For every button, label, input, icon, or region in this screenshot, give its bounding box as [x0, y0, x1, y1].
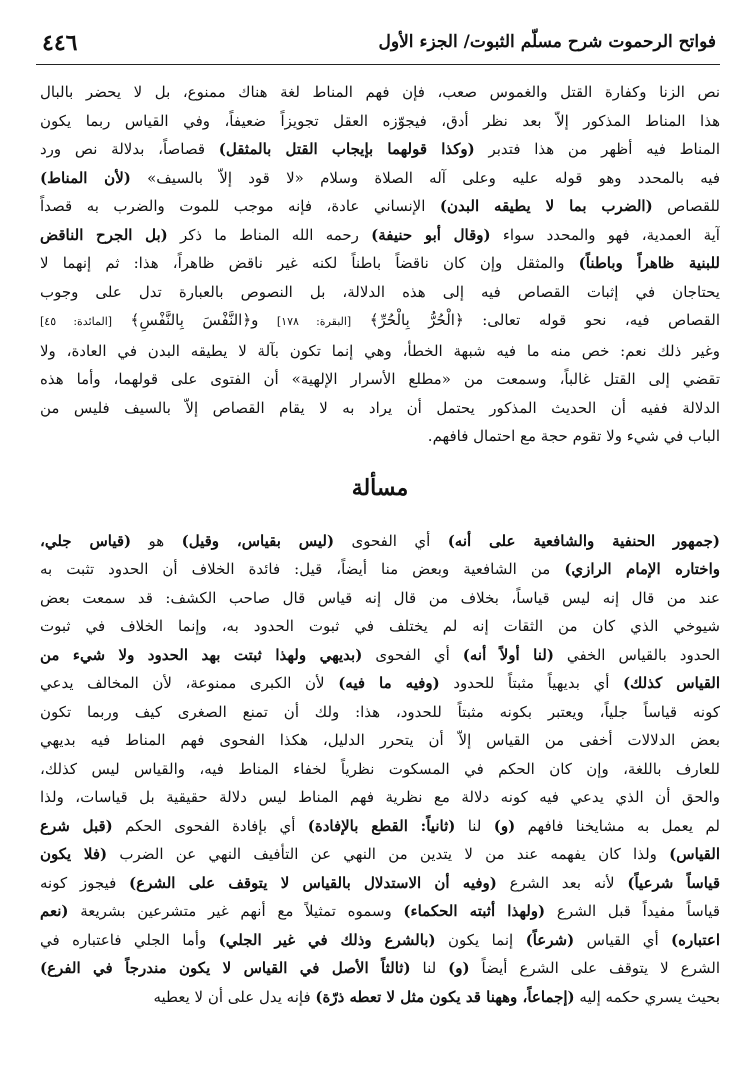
text-line [40, 365, 720, 394]
running-title: فواتح الرحموت شرح مسلّم الثبوت/ الجزء الأول [378, 32, 716, 52]
sharh-text: أي بإفادة الفحوى الحكم [112, 816, 308, 835]
matn-text: قياساً شرعياً) [627, 873, 720, 892]
sharh-text: لأن الكبرى ممنوعة، لأن المخالف يدعي [40, 674, 339, 692]
matn-text: اعتباره) [671, 930, 720, 949]
text-line [40, 278, 720, 307]
sharh-text: فإنه يدل على أن لا يعطيه [153, 987, 316, 1006]
text-line [40, 983, 720, 1012]
text-line [40, 726, 720, 755]
matn-text: (وقال أبو حنيفة) [371, 225, 491, 244]
sharh-text: نص الزنا وكفارة القتل والغموس صعب، فإن فهم المناط لغة هناك ممنوع، بل لا يحضر بالبال [40, 83, 720, 101]
sharh-text: آية العمدية، فهو والمحدد سواء [490, 225, 720, 244]
matn-text: (و) [448, 959, 470, 977]
sharh-text: وسموه تمثيلاً مع أنهم غير متشرعين بشريعة [68, 902, 404, 920]
text-line [40, 641, 720, 670]
matn-text: (إجماعاً، وههنا قد يكون مثل لا تعطه ذرّة) [315, 987, 575, 1006]
matn-text: (وكذا قولهما بإيجاب القتل بالمثقل) [218, 140, 475, 158]
sharh-text: المناط فيه أظهر من هذا فتدبر [474, 140, 720, 158]
text-line [40, 394, 720, 423]
sharh-text: يحتاجان في إثبات القصاص فيه إلى هذه الدلالة، بل النصوص بالعبارة تدل على وجوب [40, 282, 720, 301]
sharh-text: كونه قياساً جلياً، ويعتبر بكونه مثبتاً للحدود، هذا: ولك أن تمنع الصغرى كيف وربما تكون [40, 702, 720, 721]
sharh-text: فيه بالمحدد وهو قوله عليه وعلى آله الصلاة وسلام «لا قود إلاّ بالسيف» [130, 168, 720, 187]
sharh-text: والحق أن الذي يدعي فيه كونه دلالة مع نظرية فهم المناط ليس دلالة حقيقية بل قياسات، ولذا [40, 788, 720, 806]
matn-text: (بالشرع وذلك في غير الجلي) [218, 930, 436, 949]
sharh-text: إنما يكون [435, 930, 526, 949]
sharh-text: الدلالة ففيه أن الحديث المذكور يحتمل أن يراد به لا يقام القصاص إلاّ بالسيف فليس من [40, 398, 720, 417]
text-line [40, 337, 720, 366]
text-line [40, 783, 720, 812]
text-line [40, 422, 720, 451]
text-line [40, 926, 720, 955]
matn-text: (ثانياً: القطع بالإفادة) [307, 816, 456, 835]
text-line [40, 135, 720, 164]
sharh-text: القصاص فيه، نحو قوله تعالى: ﴿الْحُرُّ بِالْحُرِّ﴾ [351, 311, 720, 329]
sharh-text: لنا [455, 816, 494, 835]
page-number: ٤٤٦ [42, 30, 78, 56]
sharh-text: شيوخي الذي كان من الثقات إنه لم يختلف في ثبوت الحدود به، وإنما الخلاف في ثبوت [40, 617, 720, 635]
verse-reference: [المائدة: ٤٥] [40, 315, 113, 328]
sharh-text: هو [131, 531, 182, 550]
matn-text: واختاره الإمام الرازي) [564, 560, 720, 578]
sharh-text: من الشافعية وبعض منا أيضاً، قيل: فائدة الخلاف أن الحدود تثبت به [40, 560, 565, 578]
text-line [40, 954, 720, 983]
sharh-text: وغير ذلك نعم: خص منه ما فيه شبهة الخطأ، وهي إنما تكون بآلة لا يطيقه البدن في العادة، ولا [40, 341, 720, 360]
paragraph-commentary [40, 78, 720, 451]
matn-text: القياس) [669, 845, 720, 863]
matn-text: (نعم [40, 902, 69, 920]
sharh-text: أي الفحوى [334, 531, 448, 550]
paragraph-masala [40, 527, 720, 1012]
section-title: مسألة [351, 474, 409, 501]
sharh-text: ولذا كان يفهمه عند من لا يتدين من النهي عن التأفيف النهي عن الضرب [107, 845, 670, 863]
matn-text: (وفيه ما فيه) [338, 674, 440, 692]
matn-text: (لنا أولاً أنه) [462, 645, 554, 664]
sharh-text: قياساً مفيداً قبل الشرع [545, 902, 720, 920]
matn-text: القياس كذلك) [622, 674, 720, 692]
matn-text: (قبل شرع [40, 816, 113, 835]
text-line [40, 107, 720, 136]
sharh-text: الحدود بالقياس الخفي [553, 645, 720, 664]
text-line [40, 78, 720, 107]
matn-text: (جمهور الحنفية والشافعية على أنه) [447, 531, 720, 550]
sharh-text: الباب في شيء ولا تقوم حجة مع احتمال فافهم. [427, 427, 720, 445]
sharh-text: والمثقل وإن كان ناقضاً باطناً لكنه غير ناقض ظاهراً، هذا: ثم إنهما لا [40, 254, 579, 272]
matn-text: (ولهذا أثبته الحكماء) [403, 902, 546, 920]
text-line [40, 755, 720, 784]
sharh-text: الشرع لا يتوقف على الشرع أيضاً [469, 959, 720, 977]
text-line [40, 192, 720, 221]
text-line [40, 164, 720, 193]
text-line [40, 612, 720, 641]
text-line [40, 897, 720, 926]
sharh-text: الإنساني عادة، فإنه موجب للموت والضرب به قصداً [40, 197, 440, 215]
sharh-text: هذا المناط المذكور إلاّ بعد نظر أدق، فيجوّزه العقل تجويزاً ضعيفاً، وفي القياس ربما يكون [40, 111, 720, 130]
matn-text: (قياس جلي، [40, 531, 132, 550]
matn-text: (الضرب بما لا يطيقه البدن) [439, 197, 653, 215]
matn-text: (و) [493, 816, 516, 835]
sharh-text: و﴿النَّفْسَ بِالنَّفْسِ﴾ [112, 311, 277, 329]
text-line [40, 869, 720, 898]
sharh-text: فيجوز كونه [40, 873, 130, 892]
page-header [36, 26, 720, 65]
text-line [40, 698, 720, 727]
text-line [40, 221, 720, 250]
matn-text: (بديهي ولهذا ثبتت بهد الحدود ولا شيء من [40, 645, 363, 664]
main-text [40, 78, 720, 1011]
verse-reference: [البقرة: ١٧٨] [276, 315, 352, 328]
sharh-text: لنا [410, 959, 449, 977]
sharh-text: للعارف باللغة، وإن كان الحكم في المسكوت نظرياً لخفاء المناط فيه، والقياس ليس كذلك، [40, 759, 720, 778]
sharh-text: بعض الدلالات أخفى من القياس إلاّ أن يتحرر الدليل، هكذا الفحوى فهم المناط فيه بديهي [40, 731, 720, 749]
matn-text: (فلا يكون [40, 845, 108, 863]
text-line [40, 527, 720, 556]
sharh-text: أي القياس [574, 930, 672, 949]
matn-text: (وفيه أن الاستدلال بالقياس لا يتوقف على الشرع) [129, 873, 497, 892]
text-line [40, 669, 720, 698]
sharh-text: عند من قال إنه ليس قياساً، بخلاف من قال إنه قياس قال صاحب الكشف: قد سمعت بعض [40, 588, 720, 607]
matn-text: (لأن المناط) [40, 168, 131, 187]
text-line [40, 812, 720, 841]
sharh-text: قصاصاً، بدلالة نص ورد [40, 140, 219, 158]
sharh-text: أي بديهياً مثبتاً للحدود [439, 674, 623, 692]
text-line [40, 555, 720, 584]
sharh-text: وأما الجلي فاعتباره في [40, 930, 219, 949]
sharh-text: بحيث يسري حكمه إليه [574, 987, 720, 1006]
sharh-text: أي الفحوى [362, 645, 463, 664]
matn-text: (ثالثاً الأصل في القياس لا يكون مندرجاً في الفرع) [40, 959, 411, 977]
text-line [40, 840, 720, 869]
matn-text: (ليس بقياس، وقيل) [181, 531, 335, 550]
sharh-text: تقضي إلى القتل غالباً، وسمعت من «مطلع الأسرار الإلهية» أن الفتوى على قولهما، وأما هذه [40, 370, 720, 388]
text-line [40, 306, 720, 337]
matn-text: للبنية ظاهراً وباطناً) [578, 254, 720, 272]
sharh-text: لم يعمل به مشايخنا فافهم [515, 816, 720, 835]
text-line [40, 249, 720, 278]
sharh-text: لأنه بعد الشرع [496, 873, 628, 892]
matn-text: (بل الجرح الناقض [40, 225, 168, 244]
sharh-text: للقصاص [652, 197, 720, 215]
matn-text: (شرعاً) [525, 930, 575, 949]
text-line [40, 584, 720, 613]
sharh-text: رحمه الله المناط ما ذكر [167, 225, 372, 244]
